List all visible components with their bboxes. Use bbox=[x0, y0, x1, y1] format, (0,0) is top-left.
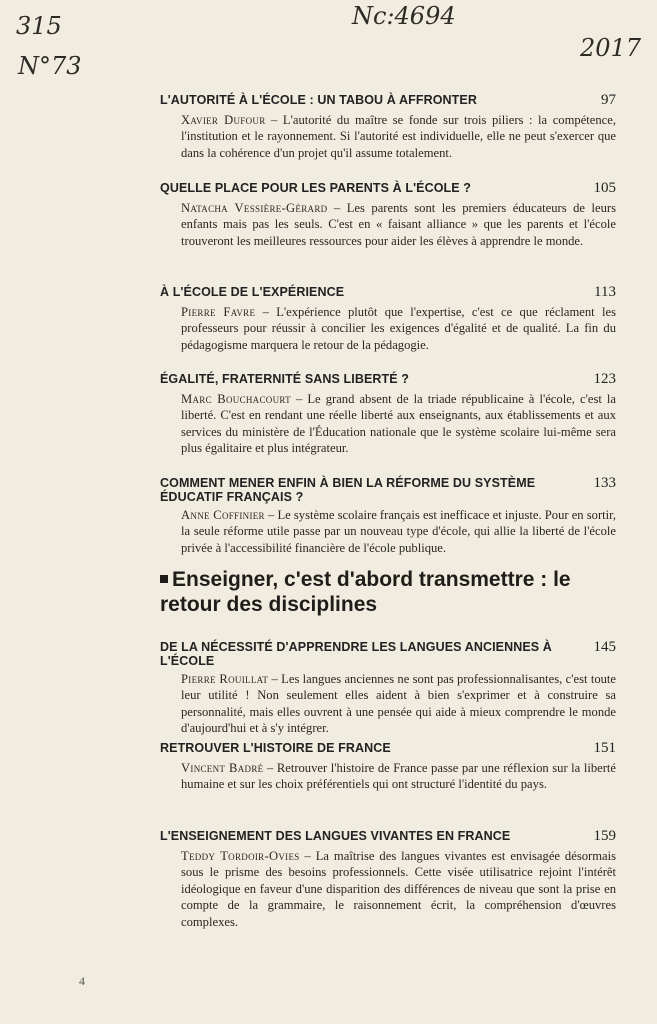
section-heading bbox=[160, 567, 580, 617]
toc-entry bbox=[160, 475, 616, 556]
toc-entry bbox=[160, 92, 616, 161]
entry-page: 105 bbox=[593, 180, 616, 196]
entry-title: ÉGALITÉ, FRATERNITÉ SANS LIBERTÉ ? bbox=[160, 372, 410, 386]
entry-summary bbox=[181, 200, 616, 249]
entry-author: Pierre Rouillat bbox=[181, 672, 269, 686]
entry-page: 151 bbox=[593, 740, 616, 756]
toc-entry bbox=[160, 639, 616, 737]
entry-page: 123 bbox=[593, 371, 616, 387]
entry-text: – Les parents sont les premiers éducateurs de leurs enfants mais pas les seuls. C'est en « faisant alliance » que les parents et l'école trouveront les meilleures ressources pour aider les élèves à apprendre le monde. bbox=[181, 201, 616, 248]
entry-title: L'ENSEIGNEMENT DES LANGUES VIVANTES EN FRANCE bbox=[160, 829, 511, 843]
entry-summary bbox=[181, 391, 616, 457]
entry-title: COMMENT MENER ENFIN À BIEN LA RÉFORME DU SYSTÈME ÉDUCATIF FRANÇAIS ? bbox=[160, 476, 536, 504]
entry-title: L'AUTORITÉ À L'ÉCOLE : UN TABOU À AFFRONTER bbox=[160, 93, 477, 107]
page-number: 4 bbox=[79, 974, 85, 988]
handwritten-note: Nc:4694 bbox=[352, 2, 456, 30]
toc-entry bbox=[160, 371, 616, 457]
entry-author: Pierre Favre bbox=[181, 305, 256, 319]
handwritten-note: N°73 bbox=[18, 52, 82, 80]
entry-page: 159 bbox=[593, 828, 616, 844]
entry-text: – Le système scolaire français est inefficace et injuste. Pour en sortir, la seule réforme utile passe par un nouveau type d'école, qui allie la liberté de l'école privée à l'accessibilité financière de l'école publique. bbox=[181, 508, 616, 555]
entry-title: À L'ÉCOLE DE L'EXPÉRIENCE bbox=[160, 285, 345, 299]
entry-summary bbox=[181, 112, 616, 161]
entry-title: RETROUVER L'HISTOIRE DE FRANCE bbox=[160, 741, 391, 755]
entry-author: Anne Coffinier bbox=[181, 508, 265, 522]
toc-entry bbox=[160, 828, 616, 930]
entry-summary bbox=[181, 304, 616, 353]
entry-page: 133 bbox=[593, 475, 616, 491]
entry-author: Marc Bouchacourt bbox=[181, 392, 291, 406]
toc-entry bbox=[160, 740, 616, 793]
entry-author: Xavier Dufour bbox=[181, 113, 266, 127]
entry-page: 97 bbox=[601, 92, 616, 108]
entry-summary bbox=[181, 760, 616, 793]
entry-page: 113 bbox=[594, 284, 616, 300]
entry-text: – Le grand absent de la triade républicaine à l'école, c'est la liberté. C'est en rendant une réelle liberté aux enseignants, aux établissements et aux services du ministère de l'Éducation nationale que le système scolaire lui-même sera plus égalitaire et plus intégrateur. bbox=[181, 392, 616, 456]
entry-summary bbox=[181, 507, 616, 556]
section-heading-text: Enseigner, c'est d'abord transmettre : le retour des disciplines bbox=[160, 568, 571, 616]
handwritten-note: 2017 bbox=[580, 34, 642, 62]
handwritten-note: 315 bbox=[16, 12, 62, 40]
entry-author: Vincent Badré bbox=[181, 761, 264, 775]
entry-title: QUELLE PLACE POUR LES PARENTS À L'ÉCOLE ? bbox=[160, 181, 472, 195]
entry-text: – L'expérience plutôt que l'expertise, c'est ce que réclament les professeurs pour réussir à concilier les exigences d'égalité et de qualité. La fin du pédagogisme marquera le retour de la pédagogie. bbox=[181, 305, 616, 352]
entry-summary bbox=[181, 671, 616, 737]
entry-title: DE LA NÉCESSITÉ D'APPRENDRE LES LANGUES ANCIENNES À L'ÉCOLE bbox=[160, 640, 552, 668]
entry-text: – L'autorité du maître se fonde sur trois piliers : la compétence, l'institution et le rayonnement. Si l'autorité est individuelle, elle ne peut s'exercer que dans la cohérence d'un projet qu'il assume totalement. bbox=[181, 113, 616, 160]
entry-page: 145 bbox=[593, 639, 616, 655]
entry-author: Natacha Vessière-Gérard bbox=[181, 201, 328, 215]
entry-text: – Retrouver l'histoire de France passe par une réflexion sur la liberté humaine et sur les choix préférentiels qui ont structuré l'identité du pays. bbox=[181, 761, 616, 792]
entry-author: Teddy Tordoir-Ovies bbox=[181, 849, 300, 863]
entry-text: – Les langues anciennes ne sont pas professionnalisantes, c'est toute leur utilité ! Non seulement elles aident à bien s'exprimer et à construire sa personnalité, mais elles ouvrent à une pensée qui aide à mieux comprendre le monde d'aujourd'hui et à s'y intégrer. bbox=[181, 672, 616, 736]
bullet-square bbox=[160, 575, 168, 583]
toc-entry bbox=[160, 180, 616, 249]
toc-entry bbox=[160, 284, 616, 353]
entry-text: – La maîtrise des langues vivantes est envisagée désormais sous le prisme des besoins professionnels. Cette visée utilisatrice rejoint l'intérêt idéologique en faveur d'une disparition des différences de niveau que sont la prise en compte de la grammaire, le raisonnement écrit, la compréhension d'œuvres complexes. bbox=[181, 849, 616, 929]
entry-summary bbox=[181, 848, 616, 930]
